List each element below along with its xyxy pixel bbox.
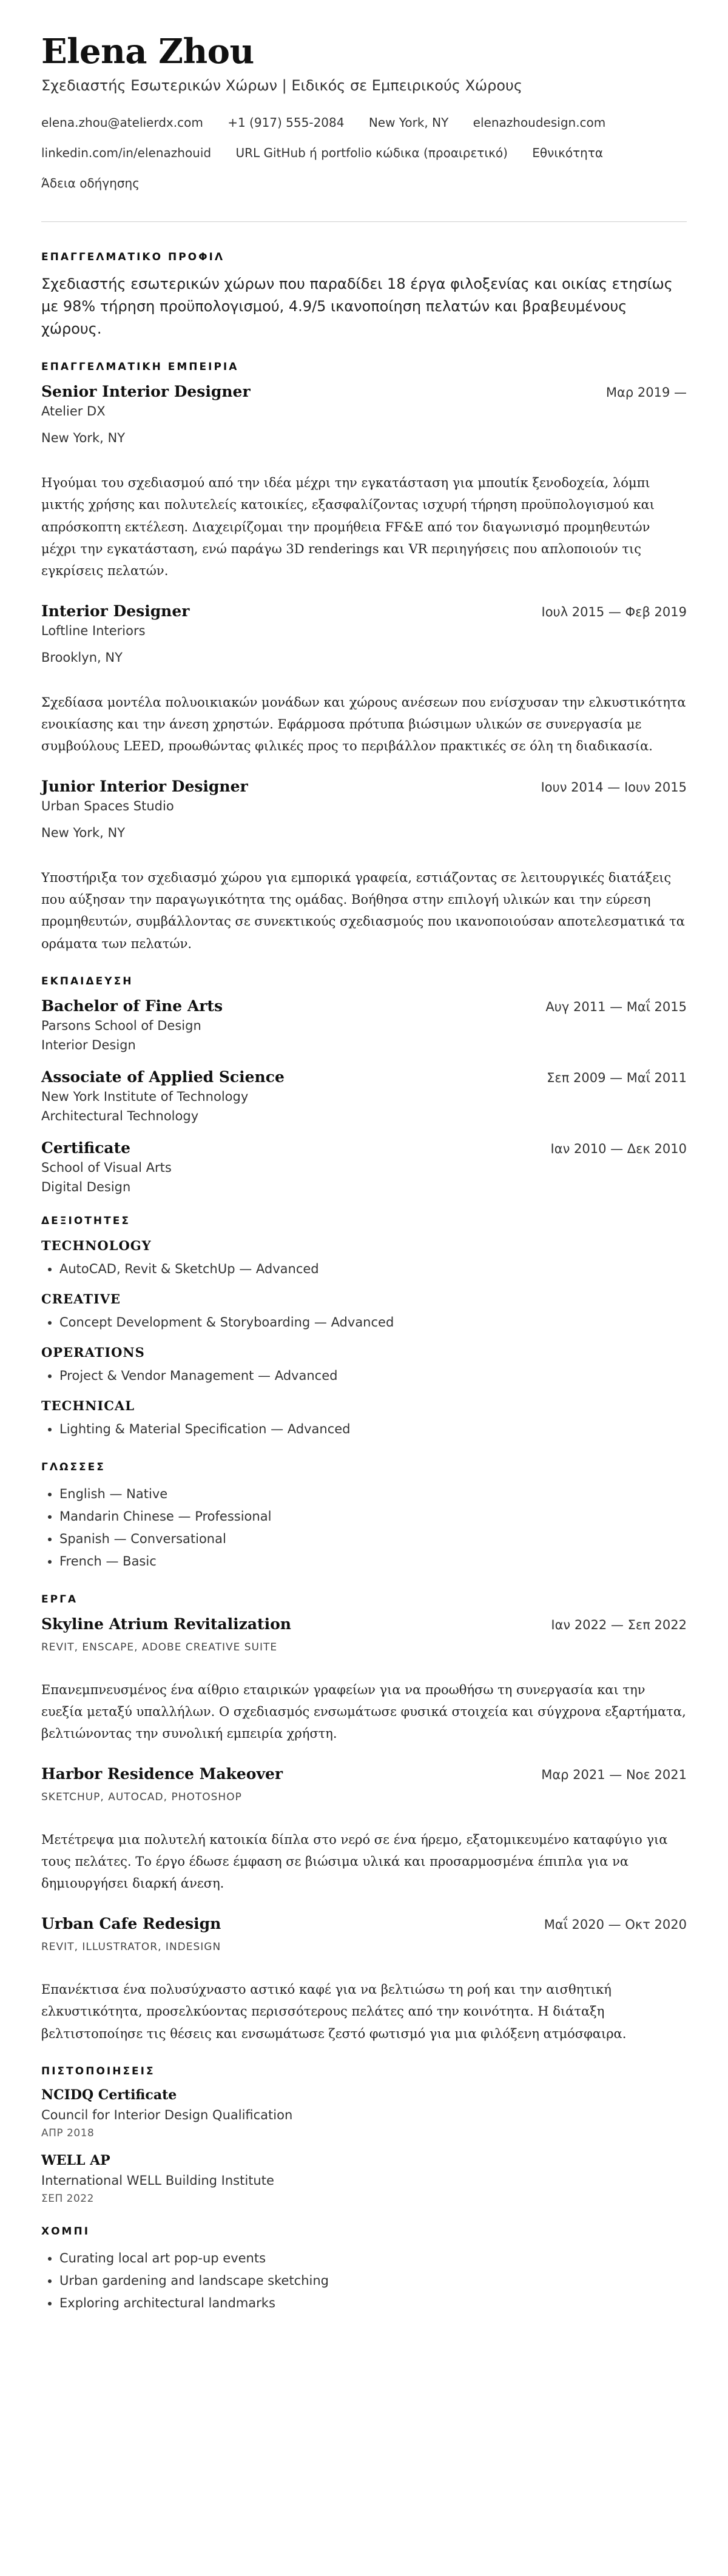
section-title: ΕΡΓΑ (41, 1593, 78, 1606)
certification-entry (41, 2087, 687, 2139)
resume-header (41, 34, 687, 198)
language-item: • French — Basic (59, 1550, 687, 1573)
hobby-item: • Urban gardening and landscape sketching (59, 2270, 687, 2292)
education-section (41, 975, 687, 1194)
skill-item: • Lighting & Material Specification — Advanced (59, 1418, 687, 1441)
project-tools: SKETCHUP, AUTOCAD, PHOTOSHOP (41, 1791, 242, 1803)
job-description: Ηγούμαι του σχεδιασμού από την ιδέα μέχρι την εγκατάσταση για μποutίκ ξενοδοχεία, λόμπι μικτής χρήσης και πολυτελείς κατοικίες, εξασφαλίζοντας ισχυρή τήρηση προϋπολογισμού και απρόσκοπτη εκτέλεση. Διαχειρίζομαι την προμήθεια FF&E από τον διαγωνισμό προμηθευτών μέχρι την εγκατάσταση, ενώ παράγω 3D renderings και VR περιηγήσεις που απλοποιούν τις εγκρίσεις πελατών. (41, 476, 655, 578)
project-entry (41, 1615, 687, 1744)
contact-nationality: Εθνικότητα (532, 145, 604, 160)
language-item: • Spanish — Conversational (59, 1528, 687, 1550)
job-description: Υποστήριξα τον σχεδιασμό χώρου για εμπορικά γραφεία, εστιάζοντας σε λειτουργικές διατάξεις που αύξησαν την παραγωγικότητα της ομάδας. Βοήθησα στην επιλογή υλικών και την εύρεση προμηθευτών, συμβάλλοντας σε συνεκτικούς σχεδιασμούς που ικανοποιούσαν αποτελεσματικά τα οράματα των πελατών. (41, 870, 685, 951)
project-description: Μετέτρεψα μια πολυτελή κατοικία δίπλα στο νερό σε ένα ήρεμο, εξατομικευμένο καταφύγιο για τους πελάτες. Το έργο έδωσε έμφαση σε βιώσιμα υλικά και προσαρμοσμένα έπιπλα για να δημιουργήσει διαρκή άνεση. (41, 1832, 668, 1891)
skill-list (41, 1418, 687, 1441)
project-tools: REVIT, ILLUSTRATOR, INDESIGN (41, 1941, 221, 1954)
summary-text: Σχεδιαστής εσωτερικών χώρων που παραδίδει 18 έργα φιλοξενίας και οικίας ετησίως με 98% τήρηση προϋπολογισμού, 4.9/5 ικανοποίηση πελατών και βραβευμένους χώρους. (41, 275, 673, 338)
contact-phone[interactable]: +1 (917) 555-2084 (228, 115, 345, 130)
section-title: ΓΛΩΣΣΕΣ (41, 1461, 106, 1473)
experience-section (41, 361, 687, 954)
section-title: ΔΕΞΙΟΤΗΤΕΣ (41, 1214, 130, 1227)
certifications-section (41, 2065, 687, 2205)
degree-title: Bachelor of Fine Arts (41, 997, 223, 1015)
contact-linkedin[interactable]: linkedin.com/in/elenazhouid (41, 145, 212, 160)
contact-list (41, 107, 687, 198)
skill-group-title: CREATIVE (41, 1291, 121, 1306)
experience-entry (41, 383, 687, 582)
contact-website[interactable]: elenazhoudesign.com (473, 115, 606, 130)
project-entry (41, 1765, 687, 1894)
skill-item: • Concept Development & Storyboarding — Advanced (59, 1311, 687, 1334)
project-name: Skyline Atrium Revitalization (41, 1615, 291, 1633)
experience-entry (41, 602, 687, 757)
job-location: New York, NY (41, 826, 126, 841)
section-title: ΧΟΜΠΙ (41, 2225, 90, 2238)
section-title: ΕΠΑΓΓΕΛΜΑΤΙΚΟ ΠΡΟΦΙΛ (41, 251, 225, 263)
field-of-study: Digital Design (41, 1179, 131, 1194)
hobby-item: • Curating local art pop-up events (59, 2247, 687, 2270)
language-list (41, 1483, 687, 1573)
contact-email[interactable]: elena.zhou@atelierdx.com (41, 115, 203, 130)
skills-section (41, 1215, 687, 1441)
job-location: New York, NY (41, 431, 126, 446)
language-item: • English — Native (59, 1483, 687, 1505)
section-title: ΕΠΑΓΓΕΛΜΑΤΙΚΗ ΕΜΠΕΙΡΙΑ (41, 361, 239, 374)
contact-driving-license: Άδεια οδήγησης (41, 175, 140, 190)
education-dates: Αυγ 2011 — Μαΐ 2015 (545, 999, 687, 1014)
languages-section (41, 1461, 687, 1573)
job-title: Interior Designer (41, 602, 190, 620)
school-name: New York Institute of Technology (41, 1089, 249, 1104)
education-dates: Ιαν 2010 — Δεκ 2010 (550, 1141, 687, 1156)
headline: Σχεδιαστής Εσωτερικών Χώρων | Ειδικός σε Εμπειρικούς Χώρους (41, 76, 522, 94)
project-name: Harbor Residence Makeover (41, 1765, 283, 1783)
project-entry (41, 1915, 687, 2044)
education-entry (41, 997, 687, 1052)
projects-section (41, 1593, 687, 2045)
degree-title: Certificate (41, 1138, 131, 1157)
skill-list (41, 1311, 687, 1334)
project-dates: Μαρ 2021 — Νοε 2021 (541, 1767, 687, 1782)
project-name: Urban Cafe Redesign (41, 1915, 221, 1933)
company-name: Atelier DX (41, 404, 106, 419)
project-dates: Μαΐ 2020 — Οκτ 2020 (544, 1917, 687, 1932)
skill-group-title: OPERATIONS (41, 1344, 145, 1360)
job-dates: Ιουλ 2015 — Φεβ 2019 (541, 604, 687, 619)
hobbies-section (41, 2225, 687, 2315)
job-title: Senior Interior Designer (41, 383, 251, 401)
certification-issuer: International WELL Building Institute (41, 2173, 274, 2188)
school-name: School of Visual Arts (41, 1160, 172, 1175)
company-name: Loftline Interiors (41, 623, 146, 638)
certification-name: NCIDQ Certificate (41, 2087, 177, 2103)
language-item: • Mandarin Chinese — Professional (59, 1505, 687, 1528)
project-description: Επανεμπνευσμένος ένα αίθριο εταιρικών γραφείων για να προωθήσω τη συνεργασία και την ευεξία μεταξύ υπαλλήλων. Ο σχεδιασμός ενσωμάτωσε φυσικά στοιχεία και σύγχρονα εξαρτήματα, βελτιώνοντας την συνολική εμπειρία χρήστη. (41, 1682, 686, 1741)
project-description: Επανέκτισα ένα πολυσύχναστο αστικό καφέ για να βελτιώσω τη ροή και την αισθητική ελκυστικότητα, προσελκύοντας περισσότερους πελάτες από την κοινότητα. Η διάταξη βελτιστοποίησε τις θέσεις και ενσωμάτωσε ζεστό φωτισμό για μια φιλόξενη ατμόσφαιρα. (41, 1982, 627, 2041)
company-name: Urban Spaces Studio (41, 799, 174, 814)
skill-group-title: TECHNOLOGY (41, 1237, 152, 1253)
hobby-item: • Exploring architectural landmarks (59, 2292, 687, 2315)
summary-section (41, 251, 687, 341)
certification-name: WELL AP (41, 2152, 110, 2168)
header-divider (41, 221, 687, 222)
skill-list (41, 1365, 687, 1387)
contact-github[interactable]: URL GitHub ή portfolio κώδικα (προαιρετικό) (235, 145, 508, 160)
certification-date: ΣΕΠ 2022 (41, 2192, 94, 2205)
job-dates: Ιουν 2014 — Ιουν 2015 (541, 780, 687, 795)
degree-title: Associate of Applied Science (41, 1068, 285, 1086)
certification-entry (41, 2153, 687, 2205)
education-dates: Σεπ 2009 — Μαΐ 2011 (547, 1070, 687, 1085)
contact-location: New York, NY (368, 115, 449, 130)
education-entry (41, 1068, 687, 1123)
section-title: ΕΚΠΑΙΔΕΥΣΗ (41, 975, 133, 987)
hobby-list (41, 2247, 687, 2315)
school-name: Parsons School of Design (41, 1018, 201, 1033)
job-description: Σχεδίασα μοντέλα πολυοικιακών μονάδων και χώρους ανέσεων που ενίσχυσαν την ελκυστικότητα ενοικίασης και την άνεση χρηστών. Εφάρμοσα πρότυπα βιώσιμων υλικών σε συνεργασία με συμβούλους LEED, προωθώντας φιλικές προς το περιβάλλον πρακτικές σε όλη τη διαδικασία. (41, 694, 686, 754)
skill-item: • Project & Vendor Management — Advanced (59, 1365, 687, 1387)
skill-group-title: TECHNICAL (41, 1397, 135, 1413)
skill-item: • AutoCAD, Revit & SketchUp — Advanced (59, 1258, 687, 1280)
job-location: Brooklyn, NY (41, 650, 123, 665)
job-dates: Μαρ 2019 — (605, 385, 687, 400)
experience-entry (41, 778, 687, 954)
skill-list (41, 1258, 687, 1280)
field-of-study: Architectural Technology (41, 1108, 199, 1123)
certification-issuer: Council for Interior Design Qualification (41, 2107, 293, 2122)
field-of-study: Interior Design (41, 1037, 136, 1052)
candidate-name: Elena Zhou (41, 32, 254, 72)
project-tools: REVIT, ENSCAPE, ADOBE CREATIVE SUITE (41, 1641, 278, 1653)
section-title: ΠΙΣΤΟΠΟΙΗΣΕΙΣ (41, 2065, 155, 2077)
certification-date: ΑΠΡ 2018 (41, 2127, 95, 2139)
project-dates: Ιαν 2022 — Σεπ 2022 (551, 1617, 687, 1632)
education-entry (41, 1139, 687, 1194)
job-title: Junior Interior Designer (41, 778, 248, 796)
